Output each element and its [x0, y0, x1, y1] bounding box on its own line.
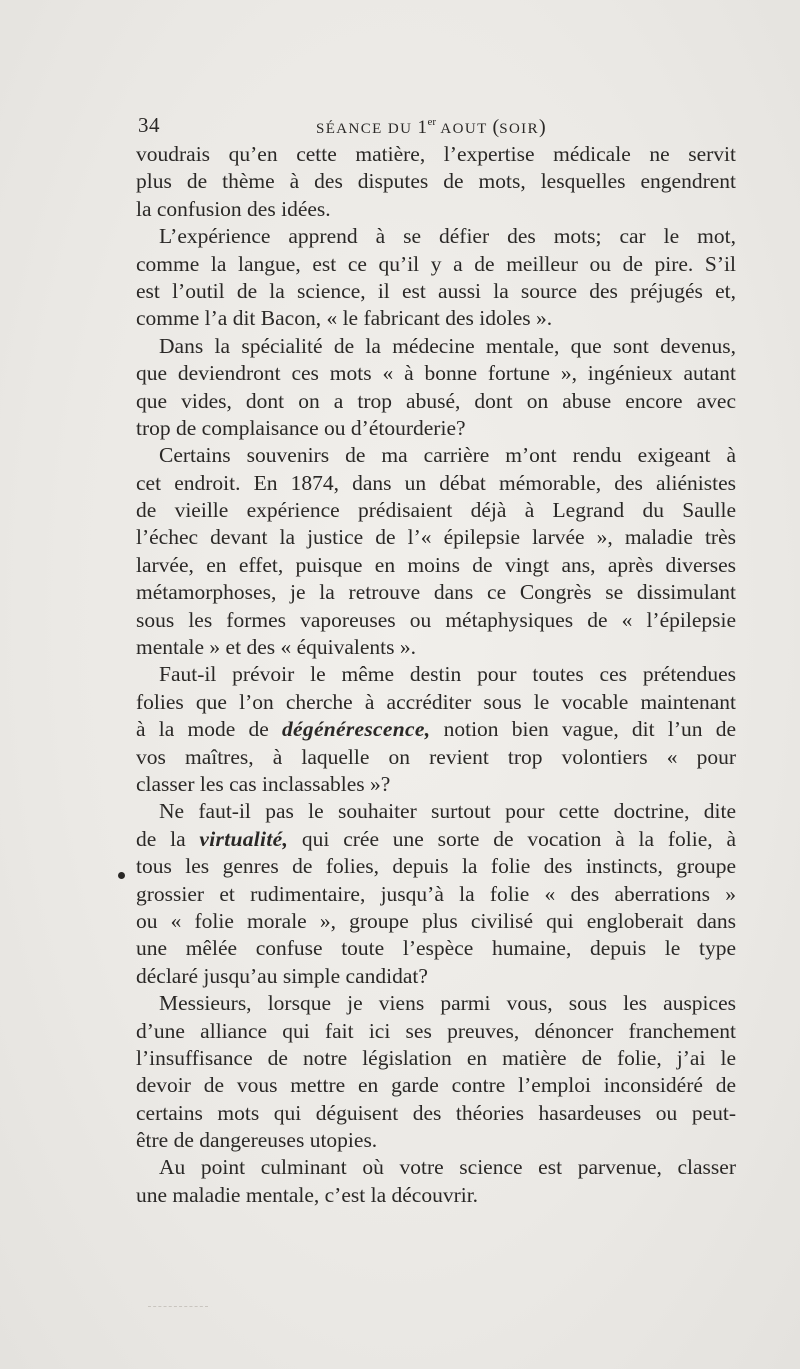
- head-day: 1: [417, 117, 428, 138]
- head-paren-close: ): [538, 116, 546, 138]
- text-line: mentale » et des « équivalents ».: [136, 635, 417, 660]
- running-head: [138, 113, 738, 143]
- text-line: Faut-il prévoir le même destin pour toutes ces prétendues: [159, 662, 736, 687]
- text-line: L’expérience apprend à se défier des mots; car le mot,: [159, 224, 736, 249]
- page-number: 34: [138, 113, 160, 137]
- head-session: SOIR: [499, 121, 539, 137]
- text-line: ou « folie morale », groupe plus civilisé qui engloberait dans: [136, 908, 736, 933]
- text-line-emphasis: [136, 826, 736, 853]
- text-line: Messieurs, lorsque je viens parmi vous, sous les auspices: [159, 991, 736, 1016]
- text-run: notion bien vague, dit l’un de: [430, 717, 736, 742]
- text-line: Certains souvenirs de ma carrière m’ont rendu exigeant à: [159, 443, 736, 468]
- text-line: certains mots qui déguisent des théories hasardeuses ou peut-: [136, 1100, 736, 1125]
- text-line: folies que l’on cherche à accréditer sous le vocable maintenant: [136, 689, 736, 714]
- text-line: sous les formes vaporeuses ou métaphysiques de « l’épilepsie: [136, 607, 736, 632]
- text-line-emphasis: [136, 716, 736, 743]
- text-line: voudrais qu’en cette matière, l’expertise médicale ne servit: [136, 142, 736, 166]
- text-line: devoir de vous mettre en garde contre l’emploi inconsidéré de: [136, 1073, 736, 1098]
- text-line: la confusion des idées.: [136, 196, 331, 221]
- text-line: déclaré jusqu’au simple candidat?: [136, 963, 428, 988]
- text-line: plus de thème à des disputes de mots, lesquelles engendrent: [136, 169, 736, 194]
- text-line: métamorphoses, je la retrouve dans ce Congrès se dissimulant: [136, 580, 736, 605]
- text-run: de la: [136, 826, 200, 851]
- head-month: AOUT: [436, 121, 493, 137]
- italic-term: virtualité,: [199, 826, 289, 851]
- text-line: l’échec devant la justice de l’« épilepsie larvée », maladie très: [136, 525, 736, 550]
- italic-term: dégénérescence,: [282, 717, 431, 742]
- text-line: larvée, en effet, puisque en moins de vingt ans, après diverses: [136, 552, 736, 577]
- running-head-title: [316, 116, 546, 139]
- text-line: vos maîtres, à laquelle on revient trop volontiers « pour: [136, 744, 736, 769]
- head-prefix: SÉANCE DU: [316, 121, 418, 137]
- text-line: Ne faut-il pas le souhaiter surtout pour cette doctrine, dite: [159, 799, 736, 824]
- text-line: comme l’a dit Bacon, « le fabricant des idoles ».: [136, 306, 553, 331]
- page-speckle: [148, 1306, 208, 1309]
- text-line: une mêlée confuse toute l’espèce humaine, depuis le type: [136, 936, 736, 961]
- text-line: que deviendront ces mots « à bonne fortune », ingénieux autant: [136, 361, 736, 386]
- body-text: [136, 141, 736, 1209]
- margin-mark: [118, 872, 125, 879]
- text-line: une maladie mentale, c’est la découvrir.: [136, 1182, 479, 1207]
- text-line: comme la langue, est ce qu’il y a de meilleur ou de pire. S’il: [136, 251, 736, 276]
- text-run: à la mode de: [136, 717, 282, 742]
- text-line: d’une alliance qui fait ici ses preuves, dénoncer franchement: [136, 1018, 736, 1043]
- head-day-suffix: er: [427, 116, 437, 128]
- head-paren-open: (: [492, 116, 500, 138]
- text-line: Au point culminant où votre science est parvenue, classer: [159, 1155, 736, 1180]
- text-line: de vieille expérience prédisaient déjà à Legrand du Saulle: [136, 498, 736, 523]
- text-line: grossier et rudimentaire, jusqu’à la folie « des aberrations »: [136, 881, 736, 906]
- text-line: est l’outil de la science, il est aussi la source des préjugés et,: [136, 278, 736, 303]
- text-line: être de dangereuses utopies.: [136, 1128, 378, 1153]
- text-line: que vides, dont on a trop abusé, dont on abuse encore avec: [136, 388, 736, 413]
- text-line: trop de complaisance ou d’étourderie?: [136, 415, 466, 440]
- text-line: classer les cas inclassables »?: [136, 771, 391, 796]
- text-line: tous les genres de folies, depuis la folie des instincts, groupe: [136, 854, 736, 879]
- text-line: cet endroit. En 1874, dans un débat mémorable, des aliénistes: [136, 470, 736, 495]
- text-run: qui crée une sorte de vocation à la folie, à: [288, 826, 736, 851]
- text-line: Dans la spécialité de la médecine mentale, que sont devenus,: [159, 333, 736, 358]
- text-line: l’insuffisance de notre législation en matière de folie, j’ai le: [136, 1045, 736, 1070]
